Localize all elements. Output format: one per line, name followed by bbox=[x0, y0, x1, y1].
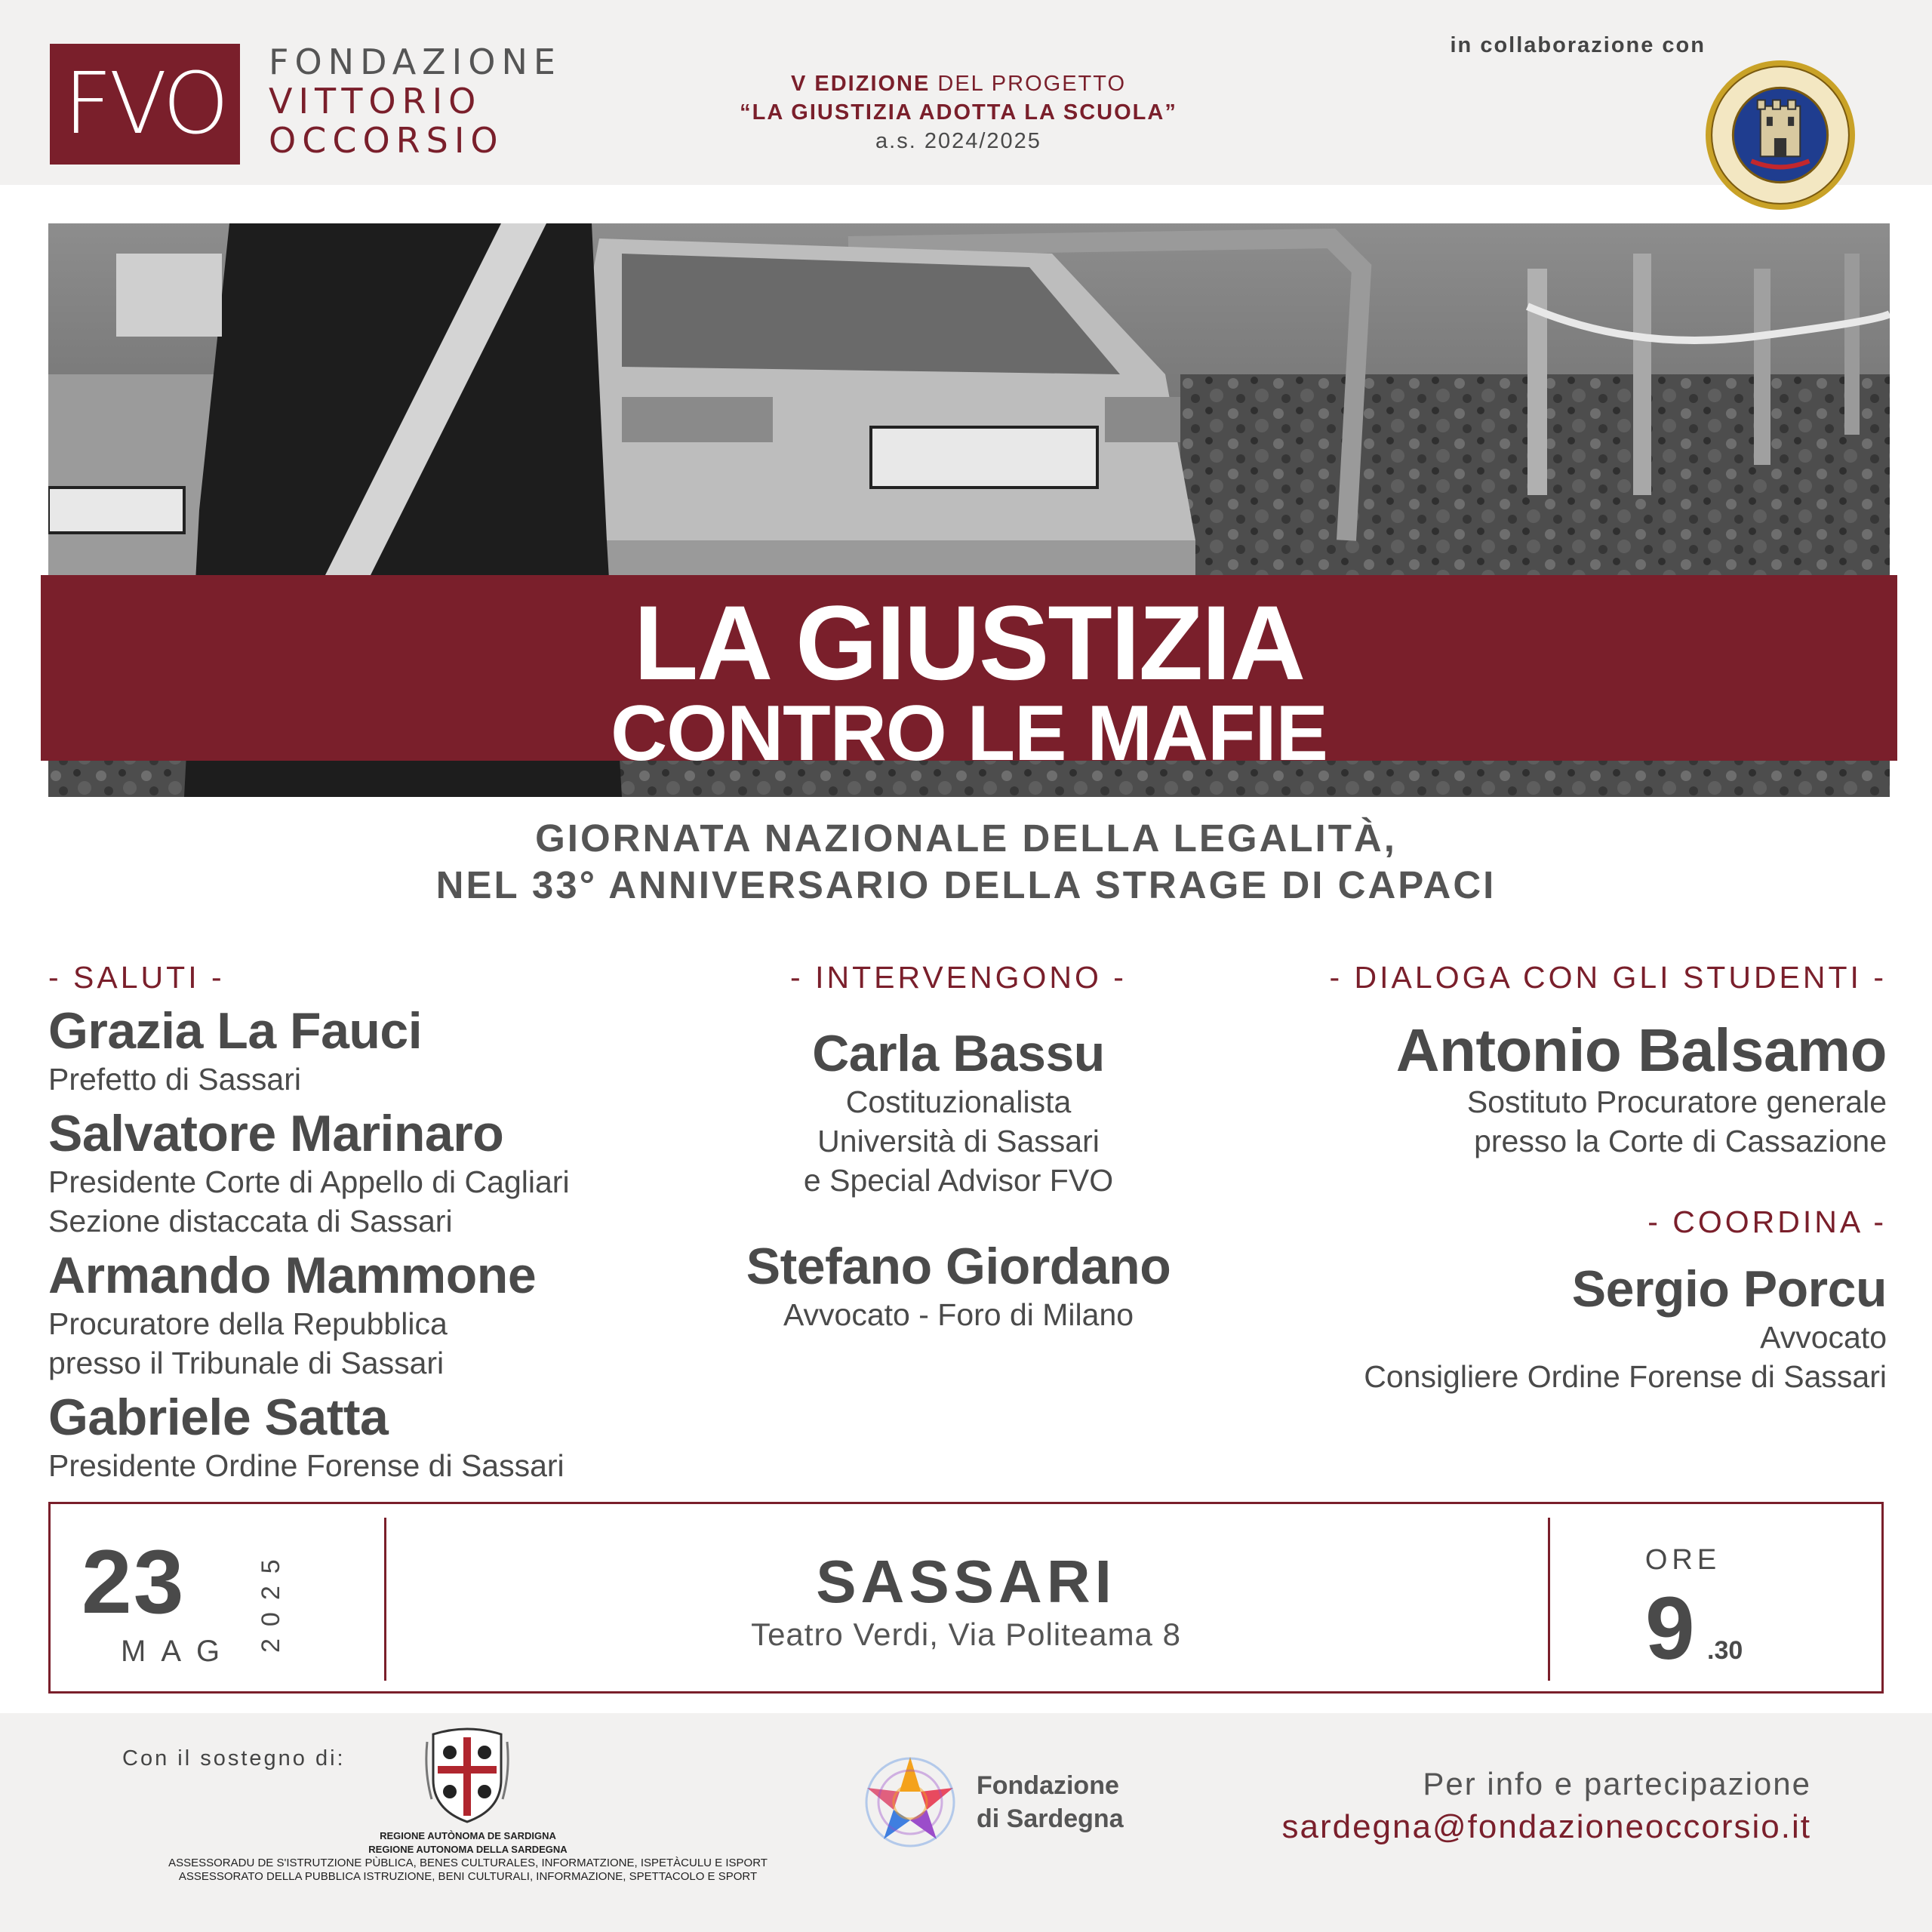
fondazione-sardegna-star-icon bbox=[859, 1751, 961, 1854]
fds-line-2: di Sardegna bbox=[977, 1804, 1124, 1833]
speaker-role: presso la Corte di Cassazione bbox=[1474, 1124, 1887, 1158]
divider bbox=[1548, 1518, 1550, 1681]
speaker-name: Gabriele Satta bbox=[48, 1389, 389, 1446]
event-city: SASSARI bbox=[816, 1548, 1116, 1615]
fvo-logo-text: FVO bbox=[63, 55, 226, 153]
dialoga-label: - DIALOGA CON GLI STUDENTI - bbox=[1329, 960, 1887, 995]
speaker bbox=[657, 1238, 1260, 1334]
speaker-role: Avvocato bbox=[1760, 1320, 1887, 1355]
speaker-role: Prefetto di Sassari bbox=[48, 1062, 301, 1097]
event-title-line-1: LA GIUSTIZIA bbox=[633, 583, 1305, 702]
school-year: a.s. 2024/2025 bbox=[875, 129, 1041, 153]
event-month: MAG bbox=[121, 1635, 235, 1668]
speaker-role: Procuratore della Repubblica bbox=[48, 1306, 448, 1341]
speaker-role: Sezione distaccata di Sassari bbox=[48, 1204, 453, 1238]
event-venue: Teatro Verdi, Via Politeama 8 bbox=[751, 1617, 1181, 1652]
intervengono-column bbox=[657, 958, 1260, 1334]
speaker bbox=[48, 1247, 728, 1383]
saluti-column bbox=[48, 958, 728, 1487]
dialoga-column bbox=[1177, 958, 1887, 1396]
speaker bbox=[48, 1002, 728, 1099]
event-title-line-2: CONTRO LE MAFIE bbox=[611, 690, 1327, 777]
speaker-role: Consigliere Ordine Forense di Sassari bbox=[1364, 1359, 1887, 1394]
edition-number: V EDIZIONE bbox=[790, 72, 931, 96]
project-name: “LA GIUSTIZIA ADOTTA LA SCUOLA” bbox=[740, 100, 1177, 125]
speaker-role: Sostituto Procuratore generale bbox=[1466, 1084, 1887, 1119]
intervengono-label: - INTERVENGONO - bbox=[790, 960, 1127, 995]
org-line-2: VITTORIO bbox=[269, 81, 482, 122]
subtitle-line-1: GIORNATA NAZIONALE DELLA LEGALITÀ, bbox=[535, 817, 1397, 860]
region-line-3: ASSESSORADU DE S'ISTRUTZIONE PÙBLICA, BENES CULTURALES, INFORMATZIONE, ISPETÀCULU E ISPORT bbox=[168, 1857, 768, 1869]
subtitle-line-2: NEL 33° ANNIVERSARIO DELLA STRAGE DI CAPACI bbox=[435, 863, 1497, 906]
speaker-name: Carla Bassu bbox=[812, 1025, 1105, 1082]
event-time-label: ORE bbox=[1644, 1544, 1721, 1576]
consiglio-ordine-forense-seal-icon bbox=[1704, 59, 1857, 211]
edition-text: DEL PROGETTO bbox=[930, 72, 1127, 96]
speaker-role: presso il Tribunale di Sassari bbox=[48, 1346, 445, 1380]
speaker-role: Presidente Corte di Appello di Cagliari bbox=[48, 1164, 570, 1199]
speaker-role: e Special Advisor FVO bbox=[803, 1163, 1114, 1198]
organization-name bbox=[269, 42, 561, 160]
speaker-name: Antonio Balsamo bbox=[1395, 1017, 1887, 1084]
speaker-role: Costituzionalista bbox=[845, 1084, 1072, 1119]
region-line-4: ASSESSORATO DELLA PUBBLICA ISTRUZIONE, BENI CULTURALI, INFORMAZIONE, SPETTACOLO E SPORT bbox=[178, 1870, 758, 1883]
coordina-label: - COORDINA - bbox=[1647, 1204, 1887, 1239]
fondazione-sardegna-name bbox=[977, 1769, 1124, 1835]
speaker-name: Grazia La Fauci bbox=[48, 1002, 423, 1060]
speaker bbox=[657, 1025, 1260, 1200]
regione-sardegna-crest-icon bbox=[424, 1727, 510, 1825]
event-title bbox=[41, 575, 1897, 777]
speaker-name: Stefano Giordano bbox=[746, 1238, 1171, 1295]
event-time-hour: 9 bbox=[1645, 1579, 1695, 1678]
collaboration-label: in collaborazione con bbox=[1450, 33, 1706, 57]
speaker-name: Armando Mammone bbox=[48, 1247, 537, 1304]
org-line-3: OCCORSIO bbox=[269, 120, 504, 161]
fvo-logo bbox=[50, 44, 240, 165]
saluti-label: - SALUTI - bbox=[48, 960, 225, 995]
support-label: Con il sostegno di: bbox=[122, 1746, 346, 1770]
event-subtitle bbox=[0, 815, 1932, 909]
speaker-name: Salvatore Marinaro bbox=[48, 1105, 504, 1162]
speaker bbox=[48, 1389, 728, 1485]
region-line-1: REGIONE AUTÒNOMA DE SARDIGNA bbox=[380, 1830, 556, 1841]
speaker-role: Avvocato - Foro di Milano bbox=[783, 1297, 1134, 1332]
info-email-link[interactable]: sardegna@fondazioneoccorsio.it bbox=[1281, 1808, 1811, 1845]
speaker-role: Università di Sassari bbox=[817, 1124, 1100, 1158]
region-credit bbox=[75, 1829, 860, 1884]
info-label: Per info e partecipazione bbox=[1423, 1766, 1811, 1801]
speaker bbox=[1177, 1260, 1887, 1396]
event-year: 2025 bbox=[257, 1547, 285, 1653]
org-line-1: FONDAZIONE bbox=[269, 42, 561, 82]
event-day: 23 bbox=[82, 1531, 186, 1632]
project-edition bbox=[649, 69, 1268, 155]
fds-line-1: Fondazione bbox=[977, 1771, 1119, 1800]
speaker-role: Presidente Ordine Forense di Sassari bbox=[48, 1448, 565, 1483]
region-line-2: REGIONE AUTONOMA DELLA SARDEGNA bbox=[368, 1844, 568, 1855]
speaker bbox=[1177, 1019, 1887, 1161]
speaker bbox=[48, 1105, 728, 1241]
event-time-minutes: .30 bbox=[1707, 1636, 1743, 1665]
speaker-name: Sergio Porcu bbox=[1571, 1260, 1887, 1318]
